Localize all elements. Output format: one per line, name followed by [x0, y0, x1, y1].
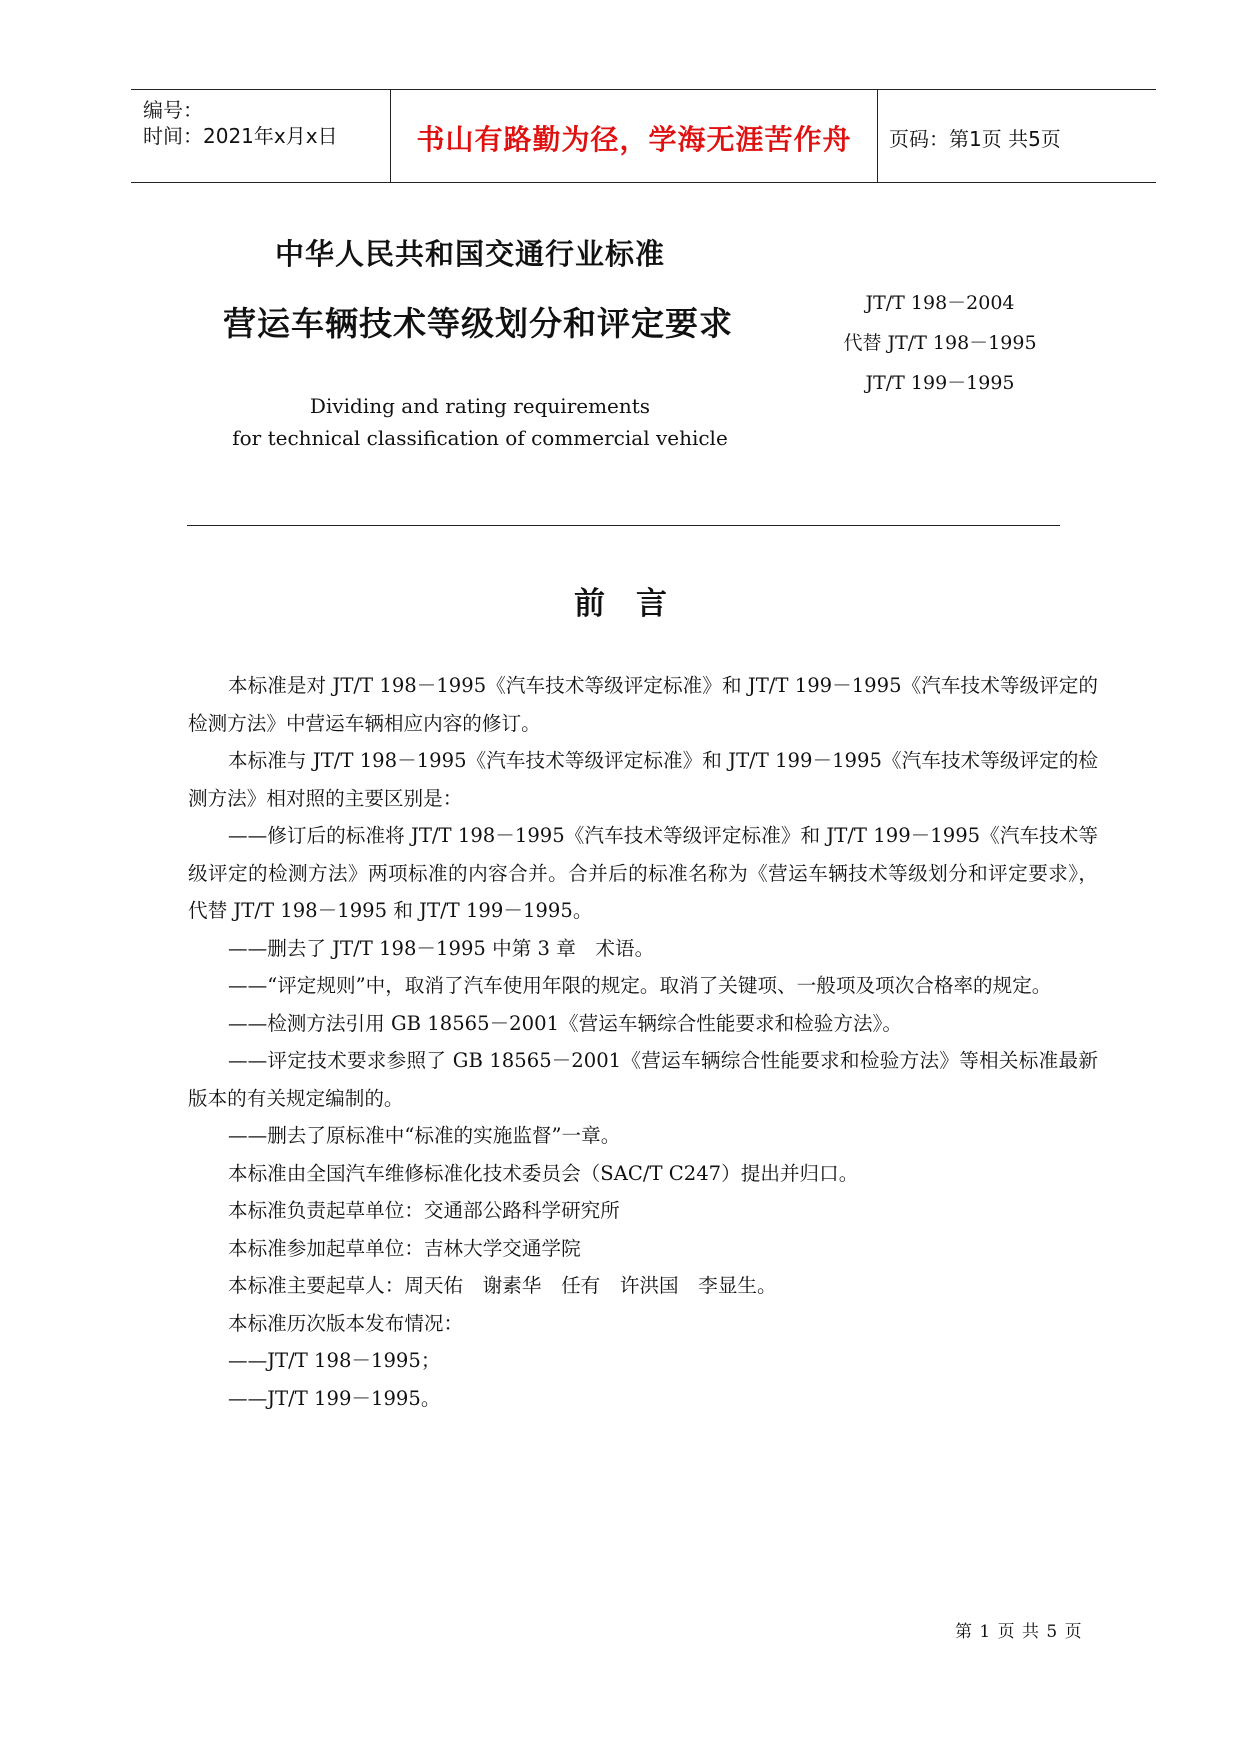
- paragraph: ——评定技术要求参照了 GB 18565－2001《营运车辆综合性能要求和检验方法》等相关标准最新版本的有关规定编制的。: [188, 1049, 1098, 1110]
- page-footer: 第 1 页 共 5 页: [955, 1622, 1083, 1642]
- english-title: [200, 390, 760, 454]
- header-cell-motto: [391, 90, 878, 182]
- standard-title: 营运车辆技术等级划分和评定要求: [223, 304, 733, 343]
- replaces-code-1: 代替 JT/T 198－1995: [843, 332, 1037, 354]
- section-title: 前 言: [574, 586, 667, 622]
- header-cell-meta: [131, 90, 391, 182]
- page-label: 页码：第1页 共5页: [889, 127, 1061, 151]
- paragraph: ——修订后的标准将 JT/T 198－1995《汽车技术等级评定标准》和 JT/T 199－1995《汽车技术等级评定的检测方法》两项标准的内容合并。合并后的标准名称为《营运车辆技术等级划分和评定要求》，代替 JT/T 198－1995 和 JT/T 199－1995。: [188, 824, 1098, 922]
- header-table: [131, 89, 1156, 183]
- paragraph: 本标准与 JT/T 198－1995《汽车技术等级评定标准》和 JT/T 199－1995《汽车技术等级评定的检测方法》相对照的主要区别是：: [188, 749, 1098, 810]
- header-cell-page: [878, 90, 1156, 182]
- paragraph: ——“评定规则”中，取消了汽车使用年限的规定。取消了关键项、一般项及项次合格率的规定。: [228, 974, 1052, 997]
- paragraph: ——删去了 JT/T 198－1995 中第 3 章 术语。: [228, 936, 655, 960]
- paragraph: 本标准负责起草单位：交通部公路科学研究所: [228, 1199, 620, 1222]
- paragraph: ——JT/T 198－1995；: [228, 1349, 441, 1372]
- english-title-line-1: Dividing and rating requirements: [309, 394, 651, 418]
- paragraph: ——删去了原标准中“标准的实施监督”一章。: [228, 1124, 621, 1147]
- paragraph: 本标准参加起草单位：吉林大学交通学院: [228, 1236, 581, 1260]
- number-label: 编号：: [143, 98, 203, 122]
- motto: 书山有路勤为径，学海无涯苦作舟: [416, 123, 852, 156]
- paragraph: 本标准历次版本发布情况：: [228, 1311, 464, 1335]
- paragraph: 本标准主要起草人：周天佑 谢素华 任有 许洪国 李显生。: [228, 1274, 777, 1297]
- paragraph: ——JT/T 199－1995。: [228, 1386, 441, 1410]
- standard-category: 中华人民共和国交通行业标准: [275, 237, 666, 271]
- preface-body: [188, 667, 1098, 1417]
- time-label: 时间：2021年x月x日: [143, 124, 338, 148]
- paragraph: 本标准由全国汽车维修标准化技术委员会（SAC/T C247）提出并归口。: [228, 1161, 859, 1185]
- english-title-line-2: for technical classification of commercial vehicle: [232, 426, 728, 450]
- standard-codes: [840, 283, 1040, 403]
- paragraph: 本标准是对 JT/T 198－1995《汽车技术等级评定标准》和 JT/T 199－1995《汽车技术等级评定的检测方法》中营运车辆相应内容的修订。: [188, 674, 1098, 735]
- replaces-code-2: JT/T 199－1995: [865, 372, 1015, 394]
- paragraph: ——检测方法引用 GB 18565－2001《营运车辆综合性能要求和检验方法》。: [228, 1011, 902, 1035]
- divider: [187, 525, 1060, 526]
- standard-code: JT/T 198－2004: [865, 292, 1015, 314]
